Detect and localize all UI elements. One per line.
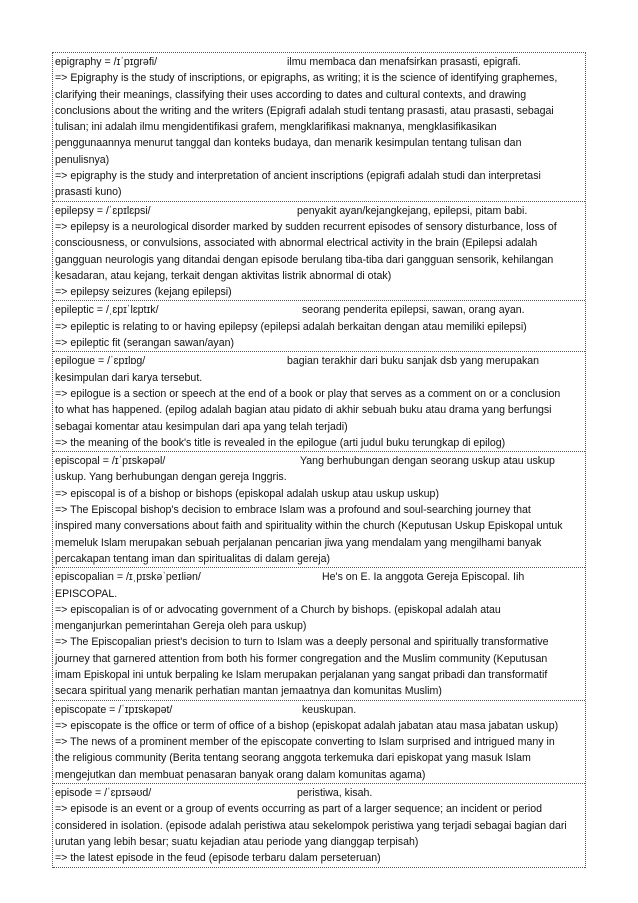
entry-line: => epigraphy is the study and interpretation of ancient inscriptions (epigrafi adalah studi dan interpretasi [55, 170, 541, 183]
entry-meaning: peristiwa, kisah. [297, 787, 373, 800]
entry-meaning: seorang penderita epilepsi, sawan, orang ayan. [302, 304, 525, 317]
entry-line: gangguan neurologis yang ditandai dengan episode berulang tiba-tiba dari gangguan sensorik, kehilangan [55, 253, 554, 266]
entry-header [55, 785, 583, 801]
entry-line: sebagai komentar atau kesimpulan dari apa yang telah terjadi) [55, 420, 348, 433]
entry-line: penggunaannya menurut tanggal dan konteks budaya, dan menarik kesimpulan tentang tulisan dan [55, 137, 522, 150]
entry-epigraphy [53, 53, 585, 202]
entry-line: => Epigraphy is the study of inscriptions, or epigraphs, as writing; it is the science of identifying graphemes, [55, 72, 558, 85]
entry-line: conclusions about the writing and the writers (Epigrafi adalah studi tentang prasasti, atau prasasti, sebagai [55, 104, 554, 117]
entry-line: urutan yang lebih besar; suatu kejadian atau periode yang dianggap terpisah) [55, 835, 419, 848]
entry-header [55, 353, 583, 369]
entry-episcopate [53, 701, 585, 784]
entry-line: kesadaran, atau kejang, terkait dengan aktivitas listrik abnormal di otak) [55, 269, 392, 282]
entry-term: epigraphy = /ɪˈpɪɡrəfi/ [55, 56, 158, 68]
entry-term: epilepsy = /ˈɛpɪlɛpsi/ [55, 204, 151, 217]
entry-header [55, 54, 583, 70]
entry-line: => epilepsy is a neurological disorder marked by sudden recurrent episodes of sensory disturbance, loss of [55, 220, 557, 233]
entry-header [55, 203, 583, 219]
entry-line: => epileptic fit (serangan sawan/ayan) [55, 337, 235, 350]
entry-line: penulisnya) [55, 153, 110, 166]
entry-meaning: bagian terakhir dari buku sanjak dsb yang merupakan [287, 355, 540, 368]
entry-episcopal [53, 452, 585, 568]
entry-line: => episode is an event or a group of events occurring as part of a larger sequence; an incident or period [55, 803, 543, 816]
entry-line: percakapan tentang iman dan spiritualitas di dalam gereja) [55, 552, 331, 565]
entry-line: prasasti kuno) [55, 186, 122, 199]
entry-meaning: penyakit ayan/kejangkejang, epilepsi, pitam babi. [297, 204, 528, 217]
entry-line: uskup. Yang berhubungan dengan gereja Inggris. [55, 471, 287, 484]
entry-term: episode = /ˈɛpɪsəʊd/ [55, 787, 152, 800]
entry-line: EPISCOPAL. [55, 587, 118, 600]
entry-term: epileptic = /ˌɛpɪˈlɛptɪk/ [55, 304, 159, 317]
entry-meaning: Yang berhubungan dengan seorang uskup atau uskup [300, 455, 555, 468]
entry-term: episcopalian = /ɪˌpɪskəˈpeɪliən/ [55, 571, 201, 584]
entry-meaning: ilmu membaca dan menafsirkan prasasti, epigrafi. [287, 56, 521, 68]
entry-line: kesimpulan dari karya tersebut. [55, 371, 203, 384]
entry-line: consciousness, or convulsions, associated with abnormal electrical activity in the brain (Epilepsi adalah [55, 237, 538, 250]
entry-meaning: keuskupan. [302, 703, 357, 716]
entry-epilogue [53, 352, 585, 452]
entry-line: => The Episcopal bishop's decision to embrace Islam was a profound and soul-searching journey that [55, 504, 531, 517]
entry-line: secara spiritual yang menarik perhatian mantan jemaatnya dan komunitas Muslim) [55, 685, 442, 698]
entry-header [55, 569, 583, 585]
entry-line: inspired many conversations about faith and spirituality within the church (Keputusan Uskup Episkopal untuk [55, 520, 563, 533]
entry-term: episcopate = /ˈɪpɪskəpət/ [55, 703, 173, 716]
entry-line: => episcopate is the office or term of office of a bishop (episkopat adalah jabatan atau masa jabatan uskup) [55, 719, 559, 732]
entry-line: => epilogue is a section or speech at the end of a book or play that serves as a comment on or a conclusion [55, 387, 561, 400]
entry-episode [53, 784, 585, 867]
entry-line: tulisan; ini adalah ilmu mengidentifikasi grafem, mengklarifikasi maknanya, mengklasifikasikan [55, 121, 497, 134]
entry-line: the religious community (Berita tentang seorang anggota terkemuka dari episkopat yang masuk Islam [55, 752, 531, 765]
entry-term: epilogue = /ˈɛpɪlɒɡ/ [55, 355, 146, 368]
entry-line: => epilepsy seizures (kejang epilepsi) [55, 286, 232, 299]
entry-line: mengejutkan dan membuat penasaran banyak orang dalam komunitas agama) [55, 768, 426, 781]
entry-line: to what has happened. (epilog adalah bagian atau pidato di akhir sebuah buku atau drama yang berfungsi [55, 404, 552, 417]
entry-line: => the meaning of the book's title is revealed in the epilogue (arti judul buku terungkap di epilog) [55, 436, 506, 449]
entry-line: => the latest episode in the feud (episode terbaru dalam perseteruan) [55, 852, 381, 865]
entry-episcopalian [53, 568, 585, 700]
entry-line: clarifying their meanings, classifying their uses according to dates and cultural contexts, and drawing [55, 88, 527, 101]
entry-term: episcopal = /ɪˈpɪskəpəl/ [55, 455, 166, 468]
entry-line: => The Episcopalian priest's decision to turn to Islam was a deeply personal and spiritually transformative [55, 636, 549, 649]
entry-line: memeluk Islam merupakan sebuah perjalanan pencarian jiwa yang mendalam yang mengilhami banyak [55, 536, 542, 549]
entry-meaning: He's on E. Ia anggota Gereja Episcopal. Iih [322, 571, 525, 584]
entry-line: => epileptic is relating to or having epilepsy (epilepsi adalah berkaitan dengan atau memiliki epilepsi) [55, 320, 527, 333]
entry-line: => The news of a prominent member of the episcopate converting to Islam surprised and intrigued many in [55, 736, 555, 749]
entry-line: imam Episkopal ini untuk berpaling ke Islam merupakan perjalanan yang sangat pribadi dan transformatif [55, 668, 548, 681]
entry-epilepsy [53, 202, 585, 302]
entry-header [55, 302, 583, 318]
entry-line: => episcopalian is of or advocating government of a Church by bishops. (episkopal adalah atau [55, 603, 501, 616]
entry-line: => episcopal is of a bishop or bishops (episkopal adalah uskup atau uskup uskup) [55, 487, 439, 500]
entry-line: considered in isolation. (episode adalah peristiwa atau sekelompok peristiwa yang terjadi sebagai bagian dari [55, 819, 567, 832]
entry-line: menganjurkan pemerintahan Gereja oleh para uskup) [55, 620, 307, 633]
entry-header [55, 453, 583, 469]
entry-header [55, 702, 583, 718]
entry-epileptic [53, 301, 585, 352]
glossary-document [52, 52, 586, 868]
entry-line: journey that garnered attention from both his former congregation and the Muslim community (Keputusan [55, 652, 548, 665]
